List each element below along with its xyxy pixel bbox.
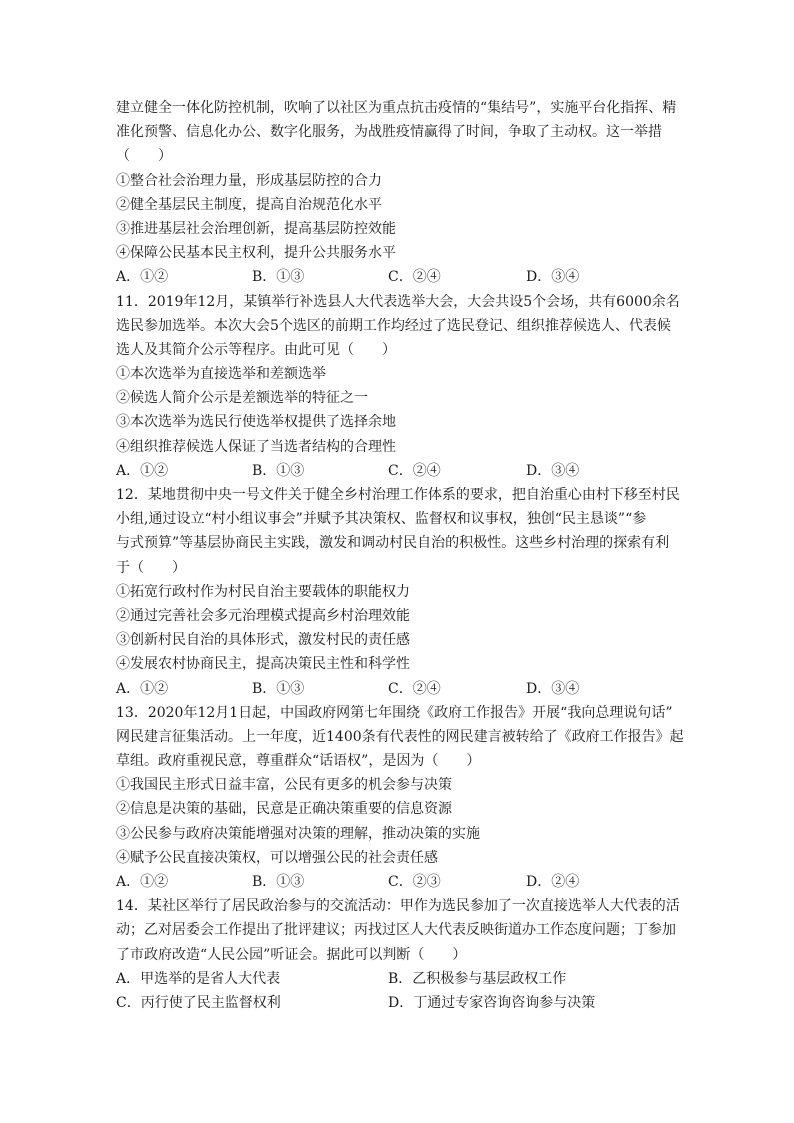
option-b: B．乙积极参与基层政权工作 <box>388 970 567 987</box>
statement: ①拓宽行政村作为村民自治主要载体的职能权力 <box>116 583 410 600</box>
statement: ④发展农村协商民主，提高决策民主性和科学性 <box>116 656 410 673</box>
option-d: D．③④ <box>526 269 580 286</box>
question-text-line: 动；乙对居委会工作提出了批评建议；丙找过区人大代表反映街道办工作态度问题；丁参加 <box>116 922 676 939</box>
option-b: B．①③ <box>252 680 305 697</box>
question-10 <box>116 96 688 290</box>
question-13 <box>116 701 688 895</box>
option-c: C．②④ <box>388 462 441 479</box>
question-text-line: 于（ ） <box>116 559 186 576</box>
question-11 <box>116 290 688 484</box>
question-text-line: 13．2020年12月1日起，中国政府网第七年围绕《政府工作报告》开展“我向总理说句话” <box>116 704 673 721</box>
option-a: A．①② <box>116 462 169 479</box>
option-c: C．②④ <box>388 680 441 697</box>
statement: ④组织推荐候选人保证了当选者结构的合理性 <box>116 438 396 455</box>
question-text-line: 12．某地贯彻中央一号文件关于健全乡村治理工作体系的要求，把自治重心由村下移至村民 <box>116 487 680 503</box>
statement: ③推进基层社会治理创新，提高基层防控效能 <box>116 220 396 237</box>
answer-options <box>116 459 688 483</box>
statement: ②信息是决策的基础，民意是正确决策重要的信息资源 <box>116 801 452 818</box>
exam-page <box>116 96 688 1015</box>
option-d: D．丁通过专家咨询咨询参与决策 <box>388 994 596 1011</box>
question-text-line: 11．2019年12月，某镇举行补选县人大代表选举大会，大会共设5个会场，共有6000余名 <box>116 293 680 310</box>
answer-options <box>116 265 688 289</box>
option-c: C．②③ <box>388 874 441 890</box>
question-text-line: 草组。政府重视民意，尊重群众“话语权”，是因为（ ） <box>116 753 481 770</box>
option-d: D．②④ <box>526 874 580 890</box>
answer-options <box>116 870 688 894</box>
statement: ③创新村民自治的具体形式，激发村民的责任感 <box>116 632 410 649</box>
option-b: B．①③ <box>252 462 305 479</box>
statement: ④赋予公民直接决策权，可以增强公民的社会责任感 <box>116 849 438 866</box>
question-text-line: 网民建言征集活动。上一年度，近1400条有代表性的网民建言被转给了《政府工作报告》起 <box>116 728 684 745</box>
statement: ③本次选举为选民行使选举权提供了选择余地 <box>116 414 396 431</box>
question-text-line: 准化预警、信息化办公、数字化服务，为战胜疫情赢得了时间，争取了主动权。这一举措 <box>116 124 662 141</box>
option-b: B．①③ <box>252 269 305 286</box>
question-14 <box>116 894 688 1015</box>
option-d: D．③④ <box>526 462 580 479</box>
statement: ③公民参与政府决策能增强对决策的理解，推动决策的实施 <box>116 825 480 842</box>
option-c: C．丙行使了民主监督权利 <box>116 994 281 1011</box>
question-text-line: 14．某社区举行了居民政治参与的交流活动：甲作为选民参加了一次直接选举人大代表的活 <box>116 898 680 915</box>
statement: ④保障公民基本民主权利，提升公共服务水平 <box>116 245 396 262</box>
option-d: D．③④ <box>526 680 580 697</box>
answer-options-row <box>116 991 688 1015</box>
question-text-line: （ ） <box>116 148 172 165</box>
answer-options-row <box>116 967 688 991</box>
option-b: B．①③ <box>252 874 305 890</box>
option-a: A．甲选举的是省人大代表 <box>116 970 281 987</box>
statement: ②健全基层民主制度，提高自治规范化水平 <box>116 196 382 213</box>
option-a: A．①② <box>116 680 169 697</box>
statement: ②通过完善社会多元治理模式提高乡村治理效能 <box>116 607 410 624</box>
question-12 <box>116 483 688 701</box>
option-a: A．①② <box>116 874 169 890</box>
statement: ①整合社会治理力量，形成基层防控的合力 <box>116 172 382 189</box>
statement: ①本次选举为直接选举和差额选举 <box>116 366 326 383</box>
answer-options <box>116 677 688 701</box>
question-text-line: 建立健全一体化防控机制，吹响了以社区为重点抗击疫情的“集结号”，实施平台化指挥、精 <box>116 100 677 116</box>
question-text-line: 选民参加选举。本次大会5个选区的前期工作均经过了选民登记、组织推荐候选人、代表候 <box>116 317 671 334</box>
question-text-line: 与式预算”等基层协商民主实践，激发和调动村民自治的积极性。这些乡村治理的探索有利 <box>116 535 670 552</box>
question-text-line: 了市政府改造“人民公园”听证会。据此可以判断（ ） <box>116 946 467 963</box>
question-text-line: 选人及其简介公示等程序。由此可见（ ） <box>116 341 396 358</box>
option-c: C．②④ <box>388 269 441 286</box>
option-a: A．①② <box>116 269 169 286</box>
question-text-line: 小组,通过设立“村小组议事会”并赋予其决策权、监督权和议事权，独创“民主恳谈”“参 <box>116 511 647 528</box>
statement: ①我国民主形式日益丰富，公民有更多的机会参与决策 <box>116 777 452 794</box>
statement: ②候选人简介公示是差额选举的特征之一 <box>116 390 368 407</box>
